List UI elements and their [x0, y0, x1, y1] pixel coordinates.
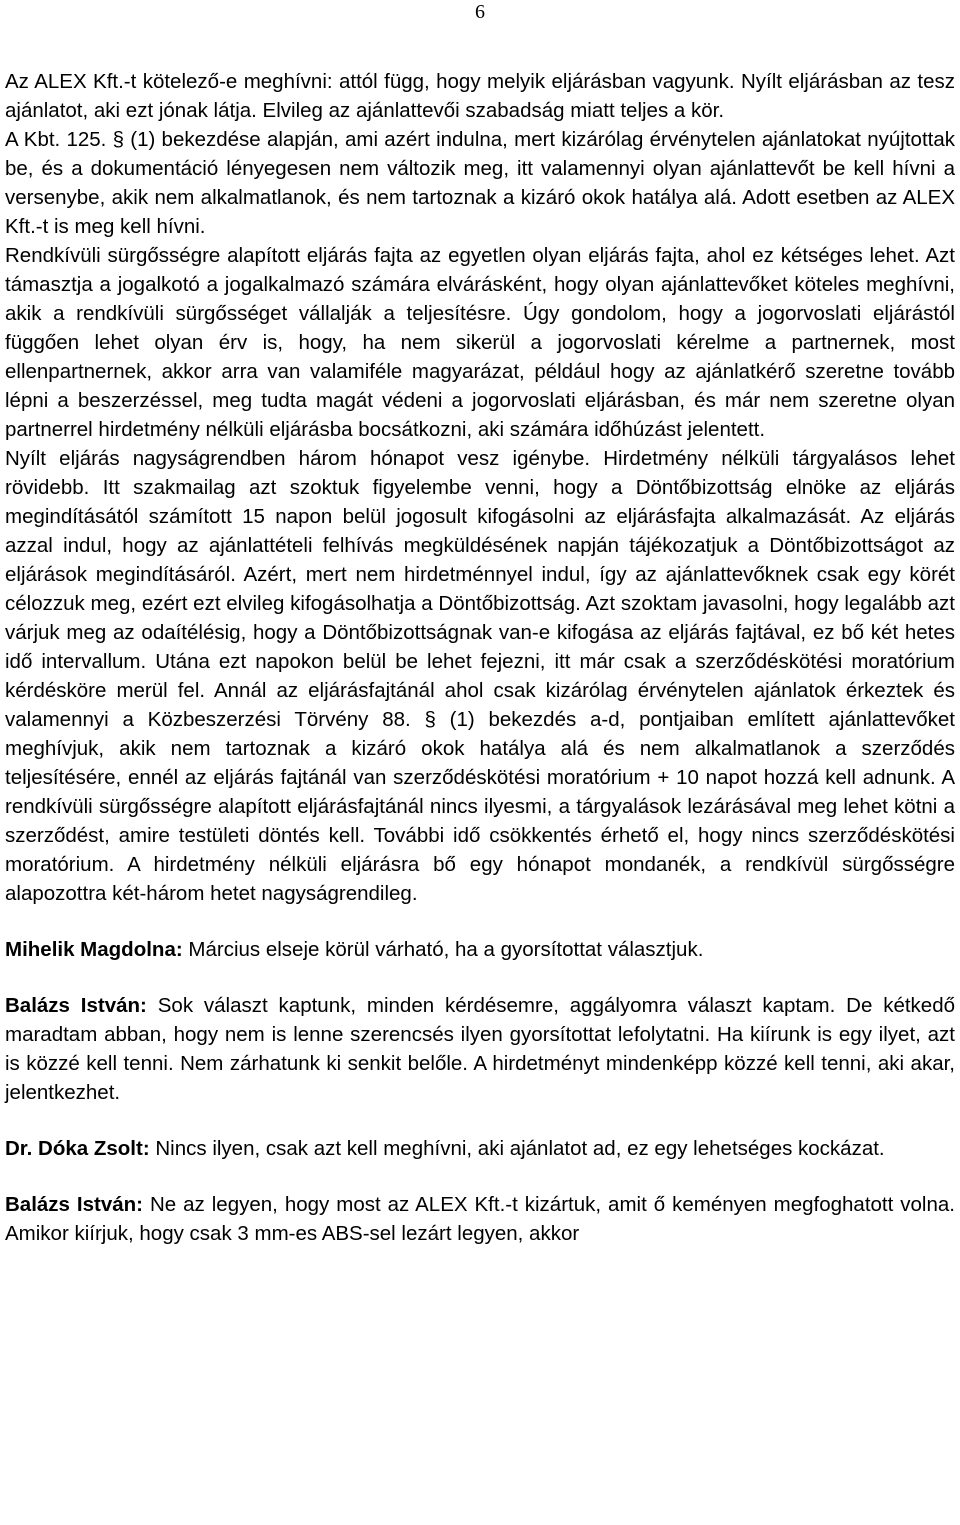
- speaker-name: Balázs István:: [5, 994, 147, 1017]
- speaker-name: Dr. Dóka Zsolt:: [5, 1137, 150, 1160]
- speech-text: Ne az legyen, hogy most az ALEX Kft.-t kizártuk, amit ő keményen megfoghatott volna. Amikor kiírjuk, hogy csak 3 mm-es ABS-sel lezárt legyen, akkor: [5, 1193, 955, 1245]
- document-body: [5, 67, 955, 1248]
- speech-text: Nincs ilyen, csak azt kell meghívni, aki ajánlatot ad, ez egy lehetséges kockázat.: [149, 1137, 885, 1160]
- speaker-name: Balázs István:: [5, 1193, 143, 1216]
- page-number: 6: [475, 1, 485, 23]
- speech-text: Március elseje körül várható, ha a gyorsítottat választjuk.: [182, 938, 704, 961]
- dialogue-entry: [5, 1190, 955, 1248]
- dialogue-entry: [5, 935, 955, 964]
- dialogue-entry: [5, 991, 955, 1107]
- spacer: [5, 1163, 955, 1190]
- speech-text: Sok választ kaptunk, minden kérdésemre, aggályomra választ kaptam. De kétkedő maradtam abban, hogy nem is lenne szerencsés ilyen gyorsítottat lefolytatni. Ha kiírunk is egy ilyet, azt is közzé kell tenni. Nem zárhatunk ki senkit belőle. A hirdetményt mindenképp közzé kell tenni, aki akar, jelentkezhet.: [5, 994, 955, 1104]
- paragraph-2: A Kbt. 125. § (1) bekezdése alapján, ami azért indulna, mert kizárólag érvénytelen ajánlatokat nyújtottak be, és a dokumentáció lényegesen nem változik meg, itt valamennyi olyan ajánlattevőt be kell hívni a versenybe, akik nem alkalmatlanok, és nem tartoznak a kizáró okok hatálya alá. Adott esetben az ALEX Kft.-t is meg kell hívni.: [5, 128, 955, 238]
- paragraph-3: Rendkívüli sürgősségre alapított eljárás fajta az egyetlen olyan eljárás fajta, ahol ez kétséges lehet. Azt támasztja a jogalkotó a jogalkalmazó számára elvárásként, hogy olyan ajánlattevőket köteles meghívni, akik a rendkívüli sürgősséget vállalják a teljesítésre. Úgy gondolom, hogy a jogorvoslati eljárástól függően lehet olyan érv is, hogy, ha nem sikerül a jogorvoslati kérelme a partnernek, most ellenpartnernek, akkor arra van valamiféle magyarázat, például hogy az ajánlatkérő szeretne tovább lépni a beszerzéssel, meg tudta magát védeni a jogorvoslati eljárásban, és már nem szeretne olyan partnerrel hirdetmény nélküli eljárásba bocsátkozni, aki számára időhúzást jelentett.: [5, 244, 955, 441]
- paragraph-4: Nyílt eljárás nagyságrendben három hónapot vesz igénybe. Hirdetmény nélküli tárgyalásos lehet rövidebb. Itt szakmailag azt szoktuk figyelembe venni, hogy a Döntőbizottság elnöke az eljárás megindításától számított 15 napon belül jogosult kifogásolni az eljárásfajta alkalmazását. Az eljárás azzal indul, hogy az ajánlattételi felhívás megküldésének napján tájékozatjuk a Döntőbizottságot az eljárások megindításáról. Azért, mert nem hirdetménnyel indul, így az ajánlattevőknek csak egy körét célozzuk meg, ezért ezt elvileg kifogásolhatja a Döntőbizottság. Azt szoktam javasolni, hogy legalább azt várjuk meg az odaítélésig, hogy a Döntőbizottságnak van-e kifogása az eljárás fajtával, ez bő két hetes idő intervallum. Utána ezt napokon belül be lehet fejezni, itt már csak a szerződéskötési moratórium kérdésköre merül fel. Annál az eljárásfajtánál ahol csak kizárólag érvénytelen ajánlatok érkeztek és valamennyi a Közbeszerzési Törvény 88. § (1) bekezdés a-d, pontjaiban említett ajánlattevőket meghívjuk, akik nem tartoznak a kizáró okok hatálya alá és nem alkalmatlanok a szerződés teljesítésére, ennél az eljárás fajtánál van szerződéskötési moratórium + 10 napot hozzá kell adnunk. A rendkívüli sürgősségre alapított eljárásfajtánál nincs ilyesmi, a tárgyalások lezárásával meg lehet kötni a szerződést, amire testületi döntés kell. További idő csökkentés érhető el, hogy nincs szerződéskötési moratórium. A hirdetmény nélküli eljárásra bő egy hónapot mondanék, a rendkívül sürgősségre alapozottra két-három hetet nagyságrendileg.: [5, 447, 955, 905]
- speaker-name: Mihelik Magdolna:: [5, 938, 183, 961]
- dialogue-entry: [5, 1134, 955, 1163]
- paragraph-1: Az ALEX Kft.-t kötelező-e meghívni: attól függ, hogy melyik eljárásban vagyunk. Nyílt eljárásban az tesz ajánlatot, aki ezt jónak látja. Elvileg az ajánlattevői szabadság miatt teljes a kör.: [5, 70, 955, 122]
- spacer: [5, 964, 955, 991]
- spacer: [5, 908, 955, 935]
- spacer: [5, 1107, 955, 1134]
